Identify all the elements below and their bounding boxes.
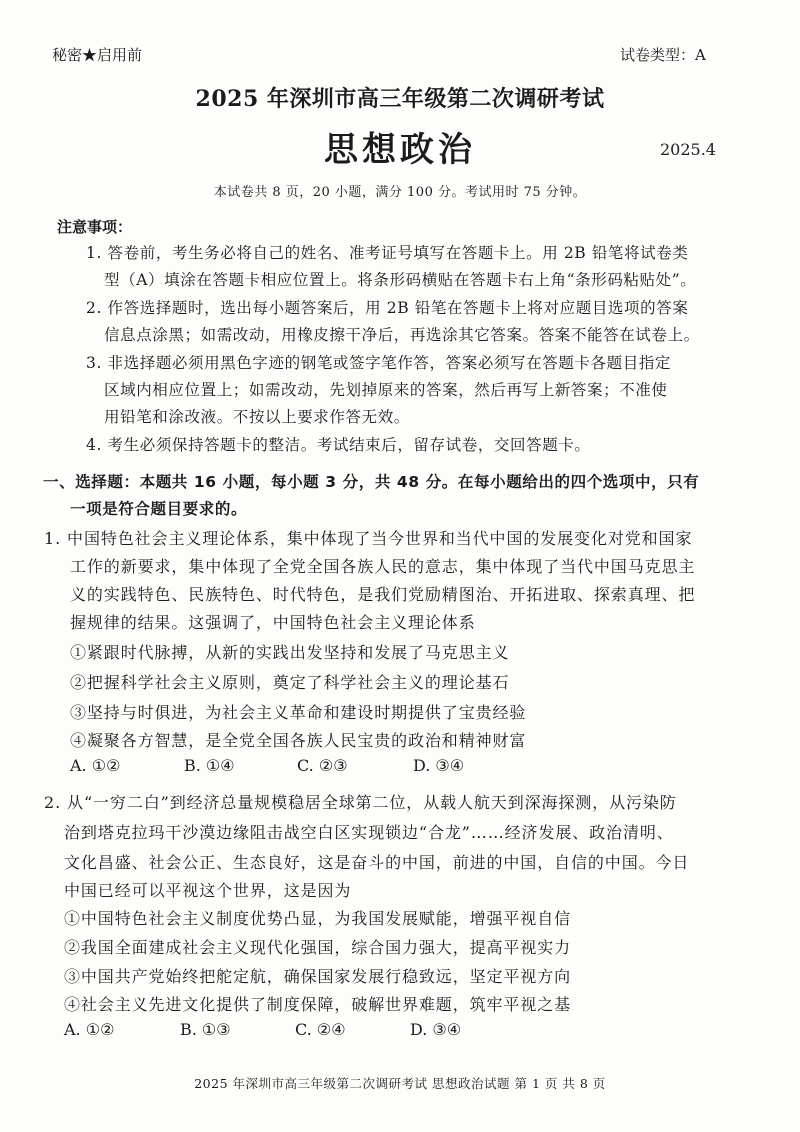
notice-line: 用铅笔和涂改液。不按以上要求作答无效。 bbox=[104, 408, 410, 426]
question-stem-line: 2. 从“一穷二白”到经济总量规模稳居全球第二位，从载人航天到深海探测，从污染防 bbox=[44, 793, 677, 812]
subject-title: 思想政治 bbox=[324, 130, 476, 170]
notice-line: 型（A）填涂在答题卡相应位置上。将条形码横贴在答题卡右上角“条形码粘贴处”。 bbox=[104, 271, 697, 289]
notice-line: 1. 答卷前，考生务必将自己的姓名、准考证号填写在答题卡上。用 2B 铅笔将试卷类 bbox=[86, 244, 689, 262]
question-stem-line: 中国已经可以平视这个世界，这是因为 bbox=[64, 881, 352, 900]
notice-line: 4. 考生必须保持答题卡的整洁。考试结束后，留存试卷，交回答题卡。 bbox=[86, 436, 591, 454]
exam-info: 本试卷共 8 页，20 小题，满分 100 分。考试用时 75 分钟。 bbox=[213, 185, 587, 200]
statement: ④社会主义先进文化提供了制度保障，破解世界难题，筑牢平视之基 bbox=[64, 995, 572, 1014]
confidential-label: 秘密★启用前 bbox=[52, 46, 143, 64]
exam-date: 2025.4 bbox=[660, 140, 716, 159]
question-stem-line: 治到塔克拉玛干沙漠边缘阻击战空白区实现锁边“合龙”……经济发展、政治清明、 bbox=[64, 823, 674, 842]
page-footer: 2025 年深圳市高三年级第二次调研考试 思想政治试题 第 1 页 共 8 页 bbox=[194, 1076, 606, 1091]
paper-type-label: 试卷类型：A bbox=[620, 46, 706, 64]
notice-line: 区域内相应位置上；如需改动，先划掉原来的答案，然后再写上新答案；不准使 bbox=[104, 381, 668, 399]
option-d: D. ③④ bbox=[413, 756, 465, 775]
statement: ②把握科学社会主义原则，奠定了科学社会主义的理论基石 bbox=[70, 673, 510, 692]
statement: ④凝聚各方智慧，是全党全国各族人民宝贵的政治和精神财富 bbox=[70, 731, 527, 750]
notice-line: 2. 作答选择题时，选出每小题答案后，用 2B 铅笔在答题卡上将对应题目选项的答案 bbox=[86, 299, 689, 317]
question-stem-line: 文化昌盛、社会公正、生态良好，这是奋斗的中国，前进的中国，自信的中国。今日 bbox=[64, 853, 690, 872]
option-c: C. ②④ bbox=[295, 1020, 346, 1039]
statement: ③中国共产党始终把舵定航，确保国家发展行稳致远，坚定平视方向 bbox=[64, 967, 572, 986]
question-stem-line: 握规律的结果。这强调了，中国特色社会主义理论体系 bbox=[70, 613, 476, 632]
option-b: B. ①③ bbox=[180, 1020, 231, 1039]
question-stem-line: 工作的新要求，集中体现了全党全国各族人民的意志，集中体现了当代中国马克思主 bbox=[70, 557, 696, 576]
section-heading-cont: 一项是符合题目要求的。 bbox=[70, 500, 248, 518]
statement: ②我国全面建成社会主义现代化强国，综合国力强大，提高平视实力 bbox=[64, 938, 572, 957]
statement: ①中国特色社会主义制度优势凸显，为我国发展赋能，增强平视自信 bbox=[64, 909, 572, 928]
option-a: A. ①② bbox=[70, 756, 121, 775]
notice-line: 3. 非选择题必须用黑色字迹的钢笔或签字笔作答，答案必须写在答题卡各题目指定 bbox=[86, 354, 672, 372]
notice-heading: 注意事项： bbox=[57, 218, 133, 236]
statement: ①紧跟时代脉搏，从新的实践出发坚持和发展了马克思主义 bbox=[70, 643, 510, 662]
statement: ③坚持与时俱进，为社会主义革命和建设时期提供了宝贵经验 bbox=[70, 703, 527, 722]
question-stem-line: 1. 中国特色社会主义理论体系，集中体现了当今世界和当代中国的发展变化对党和国家 bbox=[44, 529, 693, 548]
question-stem-line: 义的实践特色、民族特色、时代特色，是我们党励精图治、开拓进取、探索真理、把 bbox=[70, 585, 696, 604]
notice-line: 信息点涂黑；如需改动，用橡皮擦干净后，再选涂其它答案。答案不能答在试卷上。 bbox=[104, 326, 700, 344]
option-d: D. ③④ bbox=[410, 1020, 462, 1039]
option-a: A. ①② bbox=[64, 1020, 115, 1039]
exam-title: 2025 年深圳市高三年级第二次调研考试 bbox=[195, 86, 605, 112]
option-b: B. ①④ bbox=[184, 756, 235, 775]
section-heading: 一、选择题：本题共 16 小题，每小题 3 分，共 48 分。在每小题给出的四个选项中，只有 bbox=[43, 473, 700, 491]
option-c: C. ②③ bbox=[297, 756, 348, 775]
